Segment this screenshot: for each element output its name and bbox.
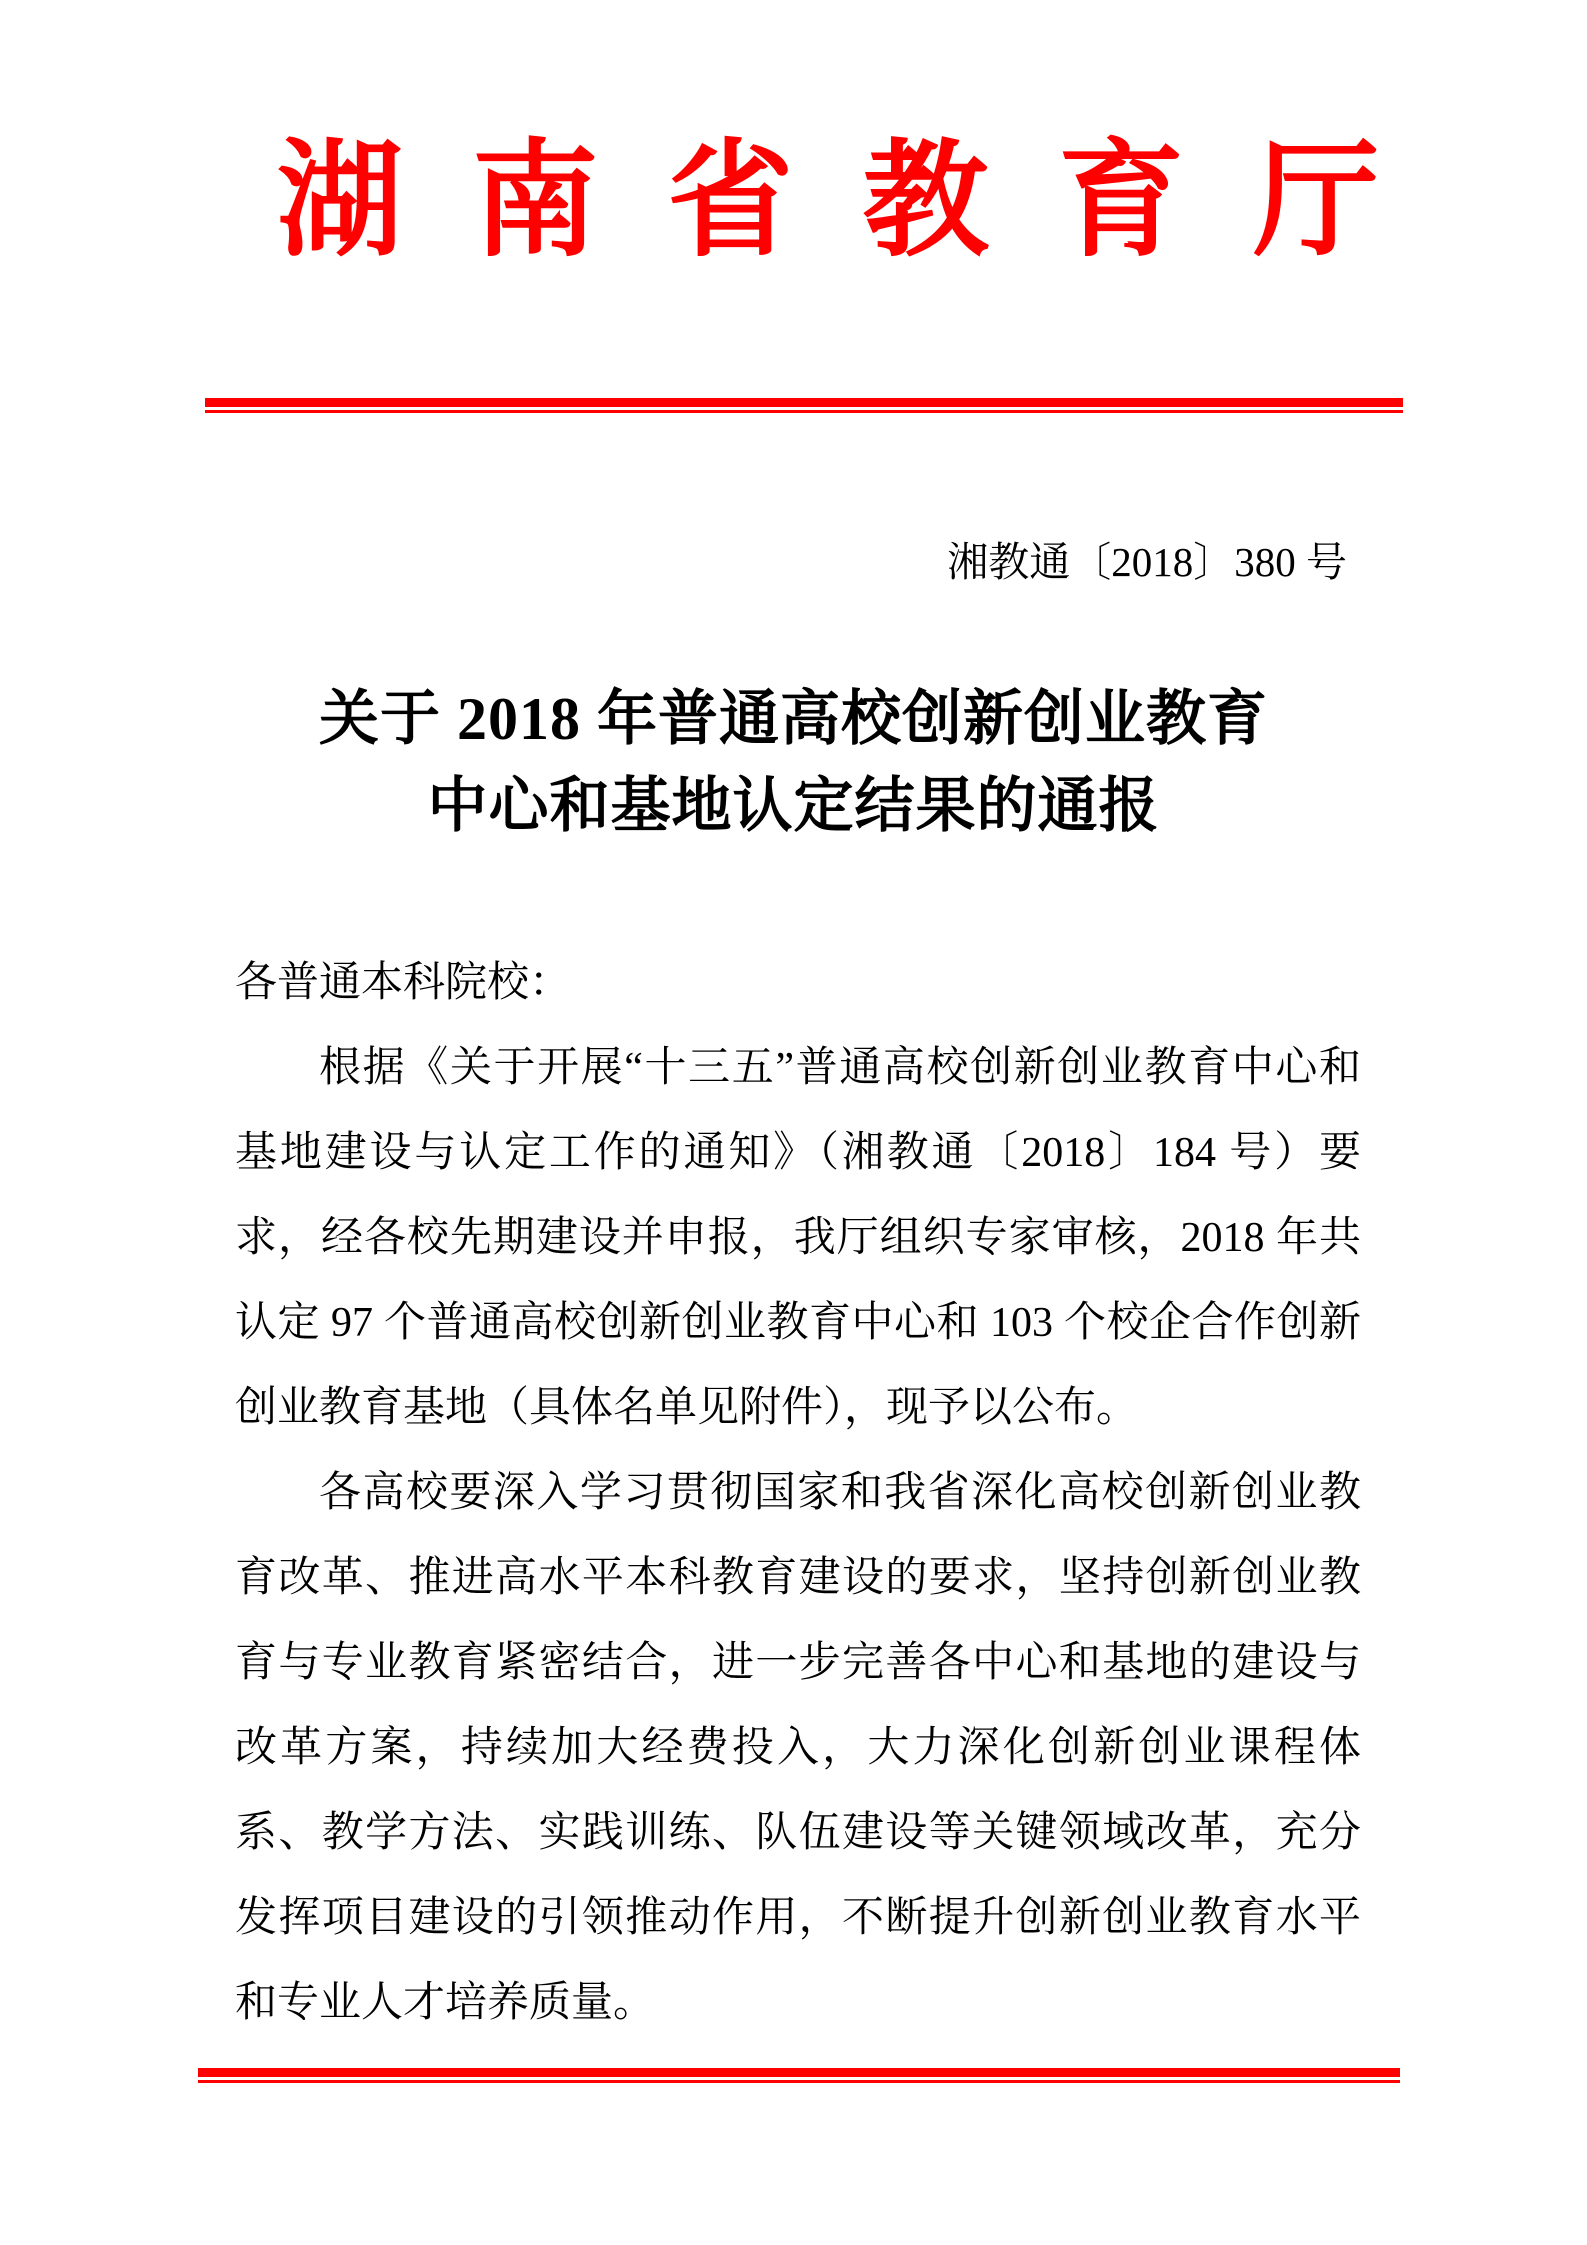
document-title [0,676,1587,850]
document-title-line2: 中心和基地认定结果的通报 [427,773,1160,839]
salutation: 各普通本科院校： [235,960,572,1006]
footer-divider-line [198,2068,1400,2083]
body-paragraph-1: 根据《关于开展“十三五”普通高校创新创业教育中心和基地建设与认定工作的通知》（湘教通〔2018〕184 号）要求，经各校先期建设并申报，我厅组织专家审核，2018 年共认定 97 个普通高校创新创业教育中心和 103 个校企合作创新创业教育基地（具体名单见附件），现予以公布。 [235,1045,1361,1431]
divider-thin-line [198,2080,1400,2083]
divider-thin-line [205,410,1403,413]
body-paragraph-2: 各高校要深入学习贯彻国家和我省深化高校创新创业教育改革、推进高水平本科教育建设的要求，坚持创新创业教育与专业教育紧密结合，进一步完善各中心和基地的建设与改革方案，持续加大经费投入，大力深化创新创业课程体系、教学方法、实践训练、队伍建设等关键领域改革，充分发挥项目建设的引领推动作用，不断提升创新创业教育水平和专业人才培养质量。 [235,1470,1361,2026]
document-body [235,941,1361,2046]
divider-thick-line [205,398,1403,407]
letterhead-divider-line [205,398,1403,413]
document-reference-number: 湘教通〔2018〕380 号 [947,539,1347,585]
divider-thick-line [198,2068,1400,2077]
document-title-line1: 关于 2018 年普通高校创新创业教育 [319,686,1268,752]
letterhead-agency-title: 湖南省教育厅 [276,133,1449,272]
